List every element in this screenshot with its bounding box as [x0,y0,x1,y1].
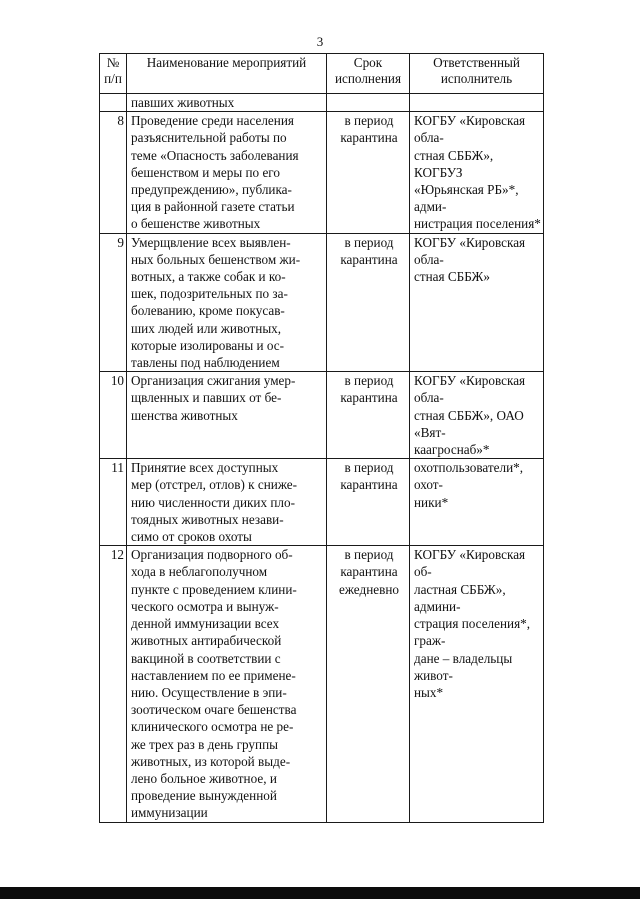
cell-num: 10 [100,372,127,459]
measures-table [99,53,544,823]
cell-num: 12 [100,546,127,822]
cell-name: Проведение среди населения разъяснительной работы по теме «Опасность заболевания бешенством и меры по его предупреждению», публика- ция в районной газете статьи о бешенстве животных [127,112,327,233]
cell-responsible: КОГБУ «Кировская обла- стная СББЖ», КОГБУЗ «Юрьянская РБ»*, адми- нистрация поселения* [410,112,544,233]
cell-num: 9 [100,233,127,372]
cell-num: 8 [100,112,127,233]
cell-term [327,94,410,112]
cell-name: Организация сжигания умер- щвленных и павших от бе- шенства животных [127,372,327,459]
cell-num [100,94,127,112]
cell-responsible: КОГБУ «Кировская обла- стная СББЖ», ОАО «Вят- каагроснаб»* [410,372,544,459]
cell-responsible: КОГБУ «Кировская об- ластная СББЖ», админи- страция поселения*, граж- дане – владельцы живот- ных* [410,546,544,822]
cell-term: в период карантина [327,372,410,459]
cell-num: 11 [100,459,127,546]
cell-name: павших животных [127,94,327,112]
table-row-continuation [100,94,544,112]
table-row [100,372,544,459]
table-row [100,112,544,233]
scan-edge-bar [0,887,640,899]
cell-term: в период карантина [327,112,410,233]
table-row [100,233,544,372]
header-responsible: Ответственный исполнитель [410,54,544,94]
cell-term: в период карантина [327,233,410,372]
cell-responsible [410,94,544,112]
cell-name: Умерщвление всех выявлен- ных больных бешенством жи- вотных, а также собак и ко- шек, подозрительных по за- болеванию, кроме покусав- ших людей или животных, которые изолированы и ос- тавлены под наблюдением [127,233,327,372]
header-term: Срок исполнения [327,54,410,94]
header-num: № п/п [100,54,127,94]
table-row [100,459,544,546]
table-row [100,546,544,822]
cell-responsible: КОГБУ «Кировская обла- стная СББЖ» [410,233,544,372]
cell-name: Принятие всех доступных мер (отстрел, отлов) к сниже- нию численности диких пло- тоядных животных незави- симо от сроков охоты [127,459,327,546]
header-name: Наименование мероприятий [127,54,327,94]
cell-term: в период карантина ежедневно [327,546,410,822]
page-number: 3 [316,34,324,49]
cell-term: в период карантина [327,459,410,546]
cell-responsible: охотпользователи*, охот- ники* [410,459,544,546]
table-header-row [100,54,544,94]
cell-name: Организация подворного об- хода в неблагополучном пункте с проведением клини- ческого осмотра и вынуж- денной иммунизации всех животных антирабической вакциной в соответствии с наставлением по ее примене- нию. Осуществление в эпи- зоотическом очаге бешенства клинического осмотра не ре- же трех раз в день группы животных, из которой выде- лено больное животное, и проведение вынужденной иммунизации [127,546,327,822]
